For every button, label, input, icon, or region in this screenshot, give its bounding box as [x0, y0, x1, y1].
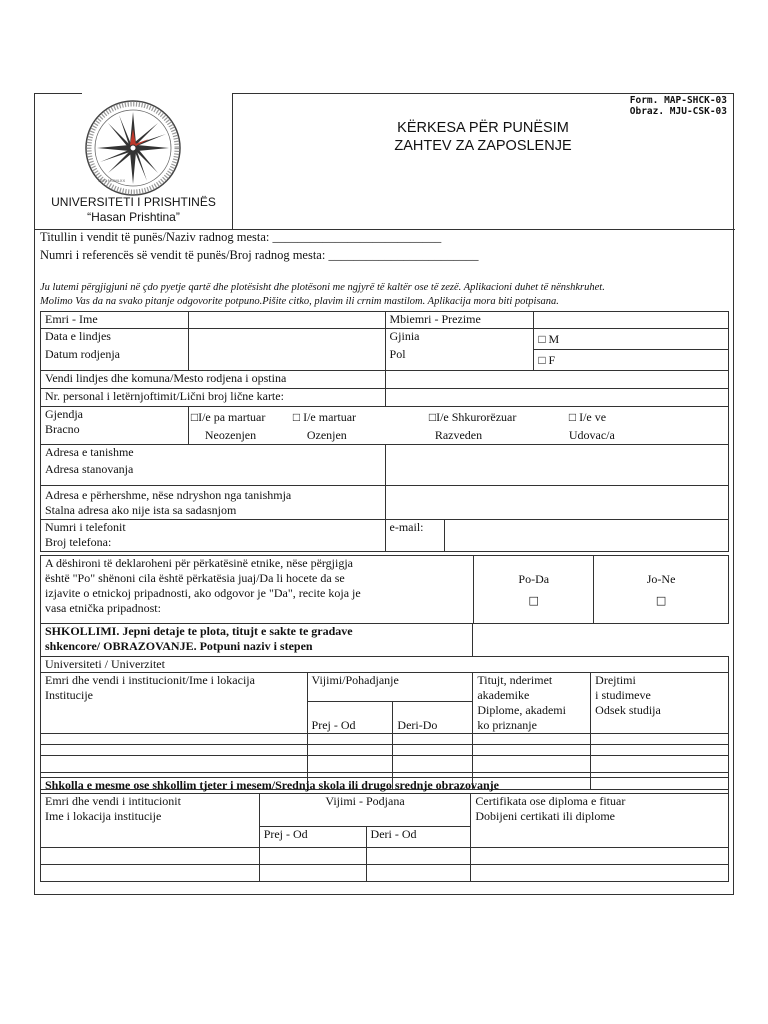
education-row-cell[interactable]	[473, 756, 591, 773]
education-row-cell[interactable]	[473, 745, 591, 756]
university-name-line2: “Hasan Prishtina”	[87, 210, 180, 224]
university-seal-icon	[79, 99, 187, 197]
ethnicity-line-3: izjavite o etnickoj pripadnosti, ako odgovor je "Da", recite koja je	[45, 586, 361, 600]
ethnicity-question	[41, 556, 474, 624]
education-row-cell[interactable]	[41, 734, 308, 745]
first-name-field[interactable]	[188, 312, 385, 329]
dob-field[interactable]	[188, 329, 385, 371]
header-gap	[82, 93, 232, 94]
marital-widowed-sr: Udovac/a	[568, 428, 615, 442]
form-page	[34, 93, 734, 895]
position-title-row[interactable]	[40, 230, 441, 245]
form-title-sq: KËRKESA PËR PUNËSIM	[397, 120, 569, 136]
certificate-label-sr: Dobijeni certikati ili diplome	[475, 809, 616, 823]
position-ref-row[interactable]	[40, 248, 478, 263]
gender-label-sq: Gjinia	[389, 329, 420, 343]
form-title-sr: ZAHTEV ZA ZAPOSLENJE	[394, 138, 572, 154]
marital-label-sr: Bracno	[45, 422, 80, 436]
education-row-cell[interactable]	[591, 734, 729, 745]
current-address-field[interactable]	[385, 445, 728, 486]
secondary-institution-label	[41, 794, 260, 848]
marital-married-option[interactable]	[293, 410, 356, 443]
current-address-label-sr: Adresa stanovanja	[45, 462, 134, 476]
education-row-cell[interactable]	[307, 756, 393, 773]
email-field[interactable]	[445, 520, 728, 551]
ethnicity-line-4: vasa etnička pripadnost:	[45, 601, 161, 615]
phone-label-sr: Broj telefona:	[45, 535, 112, 549]
permanent-address-label-sq: Adresa e përhershme, nëse ndryshon nga tanishmja	[45, 488, 292, 502]
gender-female-option[interactable]	[534, 350, 729, 371]
university-section-label: Universiteti / Univerzitet	[41, 657, 729, 673]
secondary-row-cell[interactable]	[41, 865, 260, 882]
gender-label	[385, 329, 534, 371]
education-row-cell[interactable]	[41, 756, 308, 773]
form-code-sr: Obraz. MJU-CSK-03	[629, 106, 727, 117]
logo-year: 1970 MCMLXX	[98, 178, 126, 183]
gender-label-sr: Pol	[389, 347, 406, 361]
secondary-to-label: Deri - Od	[366, 827, 471, 848]
dob-label-sr: Datum rodjenja	[45, 347, 120, 361]
marital-single-sr: Neozenjen	[204, 428, 257, 442]
phone-label	[41, 520, 386, 552]
education-row-cell[interactable]	[473, 734, 591, 745]
institution-label-sq: Emri dhe vendi i institucionit/Ime i lokacija	[45, 673, 255, 687]
marital-widowed-option[interactable]	[569, 410, 615, 443]
attendance-to-label: Deri-Do	[393, 701, 473, 733]
form-code-sq: Form. MAP-SHCK-03	[629, 95, 727, 106]
institution-label-sr: Institucije	[45, 688, 93, 702]
current-address-label-sq: Adresa e tanishme	[45, 445, 134, 459]
education-heading-blank	[473, 624, 729, 657]
phone-label-sq: Numri i telefonit	[45, 520, 126, 534]
marital-options	[188, 407, 728, 445]
university-name	[35, 195, 232, 225]
dob-label-sq: Data e lindjes	[45, 329, 111, 343]
secondary-row-cell[interactable]	[471, 848, 729, 865]
email-cell	[385, 520, 728, 552]
ethnicity-yes-option[interactable]	[474, 556, 594, 624]
secondary-from-label: Prej - Od	[259, 827, 366, 848]
field-line-3: Odsek studija	[595, 703, 661, 717]
ethnicity-table	[40, 555, 729, 624]
last-name-label: Mbiemri - Prezime	[385, 312, 534, 329]
permanent-address-field[interactable]	[385, 486, 728, 520]
institution-label	[41, 673, 308, 734]
position-ref-label: Numri i referencës së vendit të punës/Broj radnog mesta:	[40, 248, 329, 262]
education-row-cell[interactable]	[393, 745, 473, 756]
titles-line-3: Diplome, akademi	[477, 703, 566, 717]
field-line-2: i studimeve	[595, 688, 651, 702]
titles-line-1: Titujt, nderimet	[477, 673, 553, 687]
education-heading	[41, 624, 473, 657]
education-table	[40, 623, 729, 790]
birthplace-label: Vendi lindjes dhe komuna/Mesto rodjena i opstina	[41, 371, 386, 389]
secondary-row-cell[interactable]	[259, 865, 366, 882]
last-name-field[interactable]	[534, 312, 729, 329]
education-heading-sr: shkencore/ OBRAZOVANJE. Potpuni naziv i stepen	[45, 639, 313, 653]
attendance-label: Vijimi/Pohadjanje	[307, 673, 473, 702]
certificate-label-sq: Certifikata ose diploma e fituar	[475, 794, 626, 808]
field-line-1: Drejtimi	[595, 673, 636, 687]
education-row-cell[interactable]	[307, 734, 393, 745]
secondary-row-cell[interactable]	[471, 865, 729, 882]
secondary-row-cell[interactable]	[259, 848, 366, 865]
gender-male[interactable]: □ M	[538, 331, 560, 346]
position-ref-blank[interactable]: ________________________	[328, 248, 479, 262]
marital-divorced-sr: Razveden	[434, 428, 483, 442]
form-title	[232, 119, 734, 155]
education-heading-sq: SHKOLLIMI. Jepni detaje te plota, titujt e sakte te gradave	[45, 624, 353, 638]
secondary-table	[40, 777, 729, 882]
dob-label	[41, 329, 189, 371]
titles-line-4: ko priznanje	[477, 718, 537, 732]
id-number-field[interactable]	[385, 389, 728, 407]
titles-line-2: akademike	[477, 688, 530, 702]
marital-label	[41, 407, 189, 445]
gender-male-option[interactable]	[534, 329, 729, 350]
marital-widowed-sq[interactable]: □ I/e ve	[568, 410, 607, 424]
marital-married-sq[interactable]: □ I/e martuar	[292, 410, 357, 424]
permanent-address-label	[41, 486, 386, 520]
ethnicity-no-option[interactable]	[594, 556, 729, 624]
instructions-sr: Molimo Vas da na svako pitanje odgovorite potpuno.Pišite citko, plavim ili crnim mastilom. Aplikacija mora biti potpisana.	[40, 296, 559, 307]
id-number-label: Nr. personal i letërnjoftimit/Lični broj lične karte:	[41, 389, 386, 407]
marital-single-option[interactable]	[191, 410, 266, 443]
marital-label-sq: Gjendja	[45, 407, 83, 421]
gender-female[interactable]: □ F	[538, 352, 556, 367]
marital-divorced-sq[interactable]: □I/e Shkurorëzuar	[428, 410, 517, 424]
marital-single-sq[interactable]: □I/e pa martuar	[190, 410, 266, 424]
ethnicity-no-checkbox[interactable]: □	[655, 593, 667, 607]
education-row-cell[interactable]	[591, 745, 729, 756]
titles-label	[473, 673, 591, 734]
education-row-cell[interactable]	[41, 745, 308, 756]
marital-married-sr: Ozenjen	[306, 428, 347, 442]
secondary-row-cell[interactable]	[41, 848, 260, 865]
secondary-attendance-label: Vijimi - Podjana	[259, 794, 471, 827]
education-row-cell[interactable]	[591, 756, 729, 773]
ethnicity-line-1: A dëshironi të deklaroheni për përkatësinë etnike, nëse përgjigja	[45, 556, 354, 570]
certificate-label	[471, 794, 729, 848]
education-row-cell[interactable]	[393, 756, 473, 773]
ethnicity-no-label: Jo-Ne	[646, 571, 676, 586]
ethnicity-line-2: është "Po" shënoni cila është përkatësia juaj/Da li hocete da se	[45, 571, 345, 585]
education-row-cell[interactable]	[307, 745, 393, 756]
email-label: e-mail:	[389, 520, 424, 534]
ethnicity-yes-checkbox[interactable]: □	[528, 593, 539, 607]
birthplace-field[interactable]	[385, 371, 728, 389]
instructions-sq: Ju lutemi përgjigjuni në çdo pyetje qartë dhe plotësisht dhe plotësoni me ngjyrë të kaltër ose të zezë. Aplikacioni duhet të nënshkruhet.	[40, 282, 605, 293]
secondary-institution-sq: Emri dhe vendi i intitucionit	[45, 794, 181, 808]
university-name-line1: UNIVERSITETI I PRISHTINËS	[51, 195, 216, 209]
logo-cell	[35, 94, 233, 229]
personal-table	[40, 311, 729, 552]
current-address-label	[41, 445, 386, 486]
attendance-from-label: Prej - Od	[307, 701, 393, 733]
form-code	[630, 95, 727, 117]
first-name-label: Emri - Ime	[41, 312, 189, 329]
marital-divorced-option[interactable]	[429, 410, 517, 443]
education-row-cell[interactable]	[393, 734, 473, 745]
position-title-blank[interactable]: ___________________________	[272, 230, 442, 244]
ethnicity-yes-label: Po-Da	[518, 571, 550, 586]
position-title-label: Titullin i vendit të punës/Naziv radnog mesta:	[40, 230, 273, 244]
permanent-address-label-sr: Stalna adresa ako nije ista sa sadasnjom	[45, 503, 237, 517]
secondary-institution-sr: Ime i lokacija institucije	[45, 809, 162, 823]
secondary-heading: Shkolla e mesme ose shkollim tjeter i mesem/Srednja skola ili drugo srednje obrazovanje	[41, 778, 729, 794]
secondary-row-cell[interactable]	[366, 848, 471, 865]
field-of-study-label	[591, 673, 729, 734]
secondary-row-cell[interactable]	[366, 865, 471, 882]
